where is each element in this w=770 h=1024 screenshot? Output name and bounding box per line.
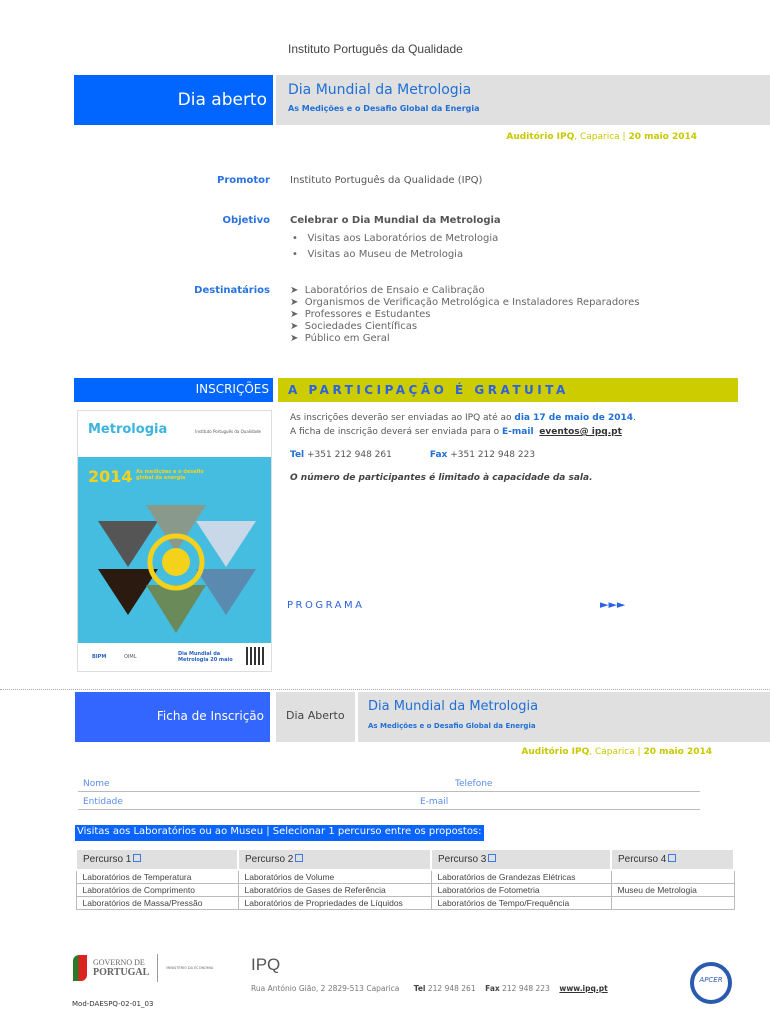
banner-title-box	[276, 75, 770, 125]
objetivo-title: Celebrar o Dia Mundial da Metrologia	[290, 215, 501, 226]
city: , Caparica	[574, 132, 620, 142]
inscricoes-text: As inscrições deverão ser enviadas ao IPQ até ao dia 17 de maio de 2014. A ficha de inscrição deverá ser enviada para o E-mail eventos@ ipq.pt Tel +351 212 948 261 Fax +351 212 948 223 O número de participantes é limitado à capacidade da sala.	[290, 413, 636, 483]
ficha-middle: Dia Aberto	[276, 692, 355, 742]
promotor-label: Promotor	[216, 175, 270, 186]
poster-title: Metrologia	[88, 422, 168, 437]
percurso-4-option[interactable]: Percurso 4	[611, 849, 734, 870]
list-item: • Visitas ao Museu de Metrologia	[292, 249, 464, 260]
table-row: Laboratórios de Comprimento Laboratórios de Gases de Referência Laboratórios de Fotometria Museu de Metrologia	[76, 884, 734, 897]
poster-graphic	[78, 457, 271, 643]
poster-footer: Dia Mundial da Metrologia 20 maio	[178, 651, 233, 663]
institute-header: Instituto Português da Qualidade	[288, 42, 463, 56]
banner-left: Dia aberto	[74, 75, 273, 125]
percursos-table	[75, 848, 735, 910]
poster-image	[77, 410, 272, 672]
objetivo-list	[292, 231, 498, 263]
entidade-field[interactable]: Entidade E-mail	[78, 797, 700, 810]
footer-contacts: Rua António Gião, 2 2829-513 Caparica Tel 212 948 261 Fax 212 948 223 www.ipq.pt	[251, 984, 608, 993]
form-code: Mod-DAESPQ-02-01_03	[72, 1000, 154, 1008]
destinatarios-list	[290, 285, 640, 345]
bipm-logo: BIPM	[92, 654, 107, 660]
date: 20 maio 2014	[628, 132, 697, 142]
gratuita-band: A PARTICIPAÇÃO É GRATUITA	[278, 378, 738, 402]
cut-line	[0, 689, 770, 690]
percurso-1-option[interactable]: Percurso 1	[76, 849, 238, 870]
programa-label[interactable]: PROGRAMA	[287, 600, 365, 611]
apcer-seal: APCER	[690, 962, 732, 1004]
poster-logo: Instituto Português da Qualidade	[195, 429, 261, 434]
website-link[interactable]: www.ipq.pt	[559, 984, 608, 993]
checkbox-icon	[133, 854, 141, 862]
programa-arrows-icon[interactable]: ►►►	[600, 598, 626, 611]
qr-code-icon	[246, 647, 264, 665]
nome-field[interactable]: Nome Telefone	[78, 779, 700, 792]
list-item: ➤ Organismos de Verificação Metrológica e Instaladores Reparadores	[290, 297, 640, 308]
checkbox-icon	[668, 854, 676, 862]
percurso-3-option[interactable]: Percurso 3	[431, 849, 611, 870]
list-item: • Visitas aos Laboratórios de Metrologia	[292, 233, 499, 244]
poster-year: 2014	[88, 467, 133, 486]
telefone-field[interactable]: Telefone	[455, 779, 493, 789]
promotor-value: Instituto Português da Qualidade (IPQ)	[290, 175, 483, 186]
banner-title: Dia Mundial da Metrologia	[288, 82, 472, 98]
location-line	[506, 132, 697, 142]
capacity-note: O número de participantes é limitado à capacidade da sala.	[290, 473, 593, 483]
ficha-title-box	[358, 692, 770, 742]
ipq-logo: IPQ	[251, 955, 281, 974]
objetivo-label: Objetivo	[222, 215, 270, 226]
visitas-heading: Visitas aos Laboratórios ou ao Museu | Selecionar 1 percurso entre os propostos:	[75, 825, 484, 841]
sep: |	[619, 132, 629, 142]
ficha-title: Dia Mundial da Metrologia	[368, 699, 539, 714]
table-row: Laboratórios de Temperatura Laboratórios de Volume Laboratórios de Grandezas Elétricas	[76, 870, 734, 884]
venue: Auditório IPQ	[506, 132, 575, 142]
banner-subtitle: As Medições e o Desafio Global da Energia	[288, 104, 480, 113]
location-line-2: Auditório IPQ, Caparica | 20 maio 2014	[521, 747, 712, 757]
ficha-subtitle: As Medições e o Desafio Global da Energia	[368, 722, 536, 730]
checkbox-icon	[488, 854, 496, 862]
list-item: ➤ Sociedades Científicas	[290, 321, 418, 332]
list-item: ➤ Professores e Estudantes	[290, 309, 431, 320]
destinatarios-label: Destinatários	[194, 285, 270, 296]
list-item: ➤ Público em Geral	[290, 333, 390, 344]
government-logo: GOVERNO DE PORTUGAL MINISTÉRIO DA ECONOMIA	[73, 954, 213, 982]
percurso-2-option[interactable]: Percurso 2	[238, 849, 431, 870]
list-item: ➤ Laboratórios de Ensaio e Calibração	[290, 285, 485, 296]
portugal-flag-icon	[73, 955, 87, 981]
table-header-row	[76, 849, 734, 870]
checkbox-icon	[295, 854, 303, 862]
oiml-logo: OIML	[124, 654, 137, 660]
email-link[interactable]: eventos@ ipq.pt	[539, 427, 622, 437]
poster-subtitle: As medições e o desafio global da energia	[136, 469, 204, 481]
table-row: Laboratórios de Massa/Pressão Laboratórios de Propriedades de Líquidos Laboratórios de Tempo/Frequência	[76, 897, 734, 910]
email-field[interactable]: E-mail	[420, 797, 449, 807]
ficha-left: Ficha de Inscrição	[75, 692, 270, 742]
inscricoes-label: INSCRIÇÕES	[74, 378, 273, 402]
